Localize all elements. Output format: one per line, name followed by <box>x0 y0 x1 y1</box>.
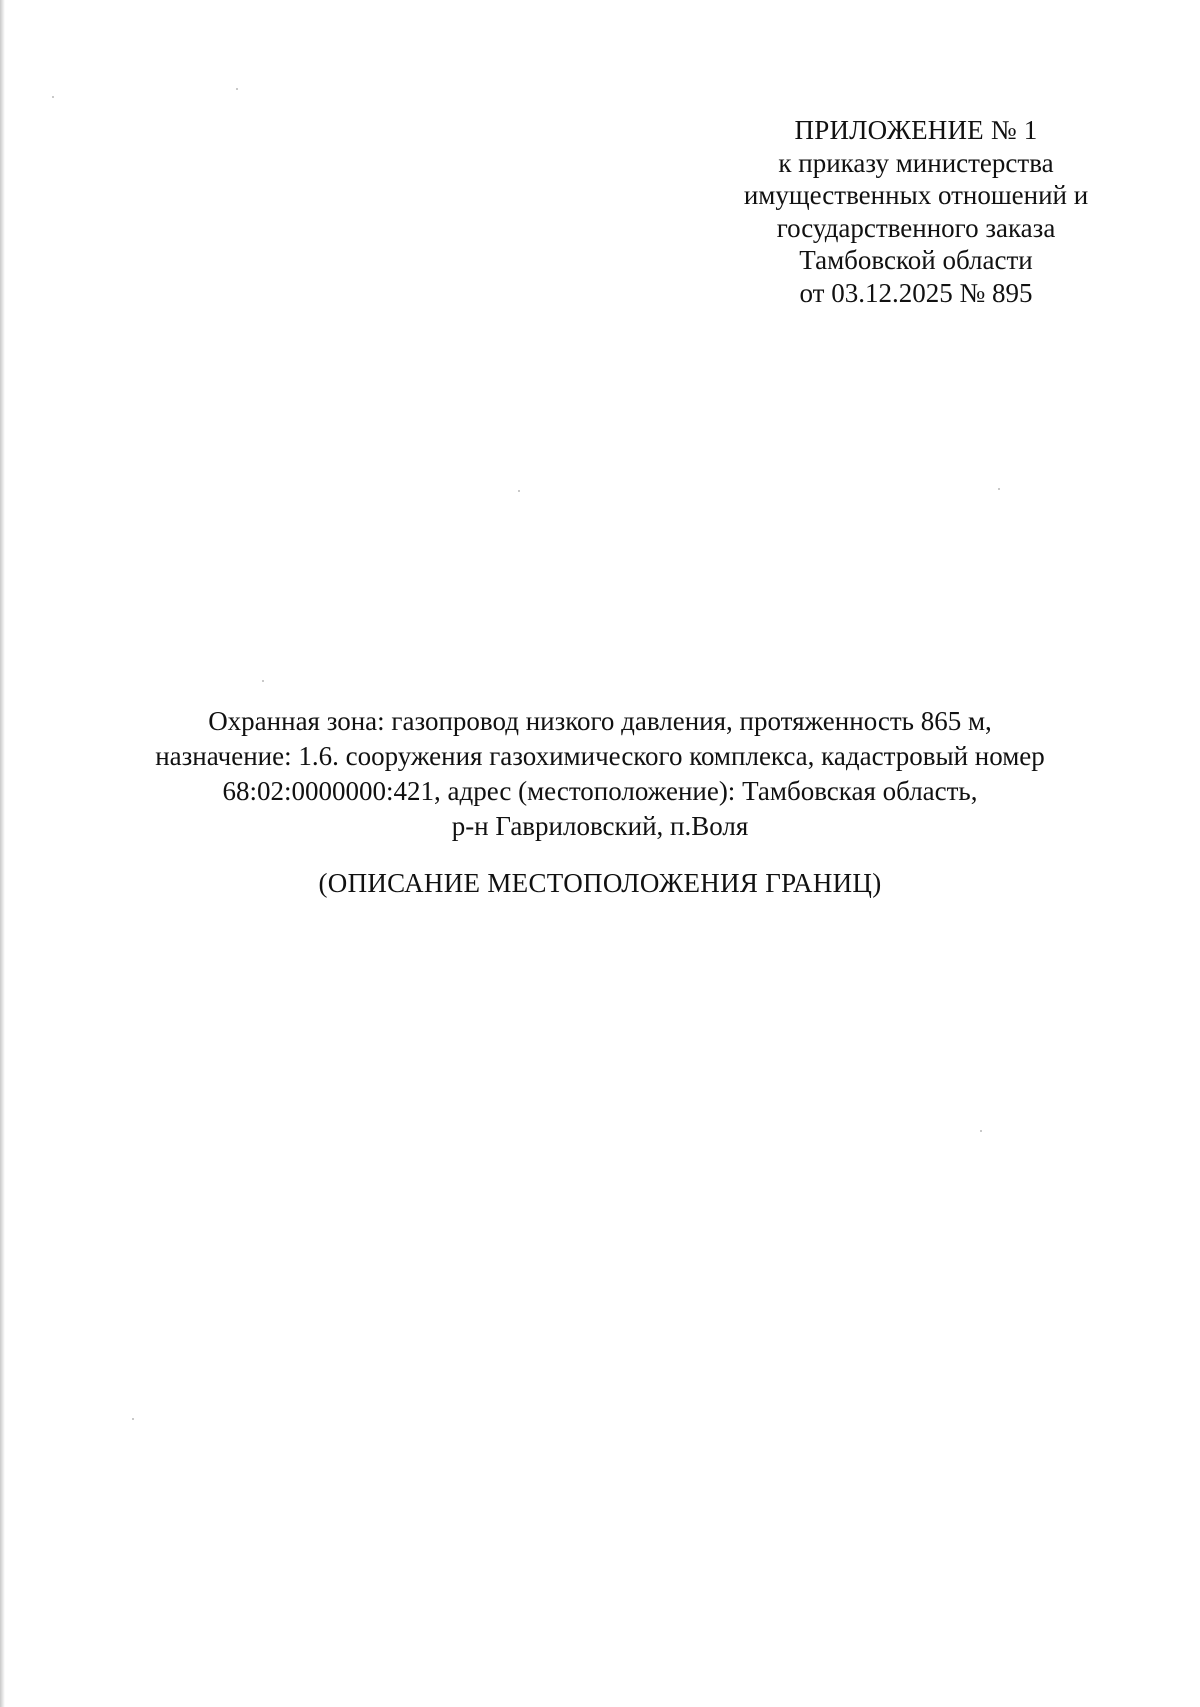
scan-speck <box>980 1130 982 1132</box>
section-title: (ОПИСАНИЕ МЕСТОПОЛОЖЕНИЯ ГРАНИЦ) <box>318 868 882 898</box>
subject-line: р-н Гавриловский, п.Воля <box>451 811 749 841</box>
subject-line: назначение: 1.6. сооружения газохимического комплекса, кадастровый номер <box>155 741 1045 771</box>
appendix-line: государственного заказа <box>776 212 1056 243</box>
protection-zone-description <box>150 704 1050 844</box>
scan-speck <box>998 488 1000 490</box>
appendix-line: Тамбовской области <box>799 245 1033 275</box>
scan-speck <box>518 490 520 492</box>
scan-speck <box>52 96 54 98</box>
scan-speck <box>262 680 264 682</box>
subject-line: 68:02:0000000:421, адрес (местоположение): Тамбовская область, <box>222 776 978 806</box>
scan-edge-shadow <box>0 0 5 1707</box>
appendix-header <box>706 114 1126 309</box>
scan-speck <box>236 88 238 90</box>
scan-speck <box>132 1418 134 1420</box>
appendix-date-line: от 03.12.2025 № 895 <box>799 277 1033 308</box>
appendix-line: имущественных отношений и <box>743 180 1089 210</box>
subject-line: Охранная зона: газопровод низкого давления, протяженность 865 м, <box>208 706 992 736</box>
appendix-title: ПРИЛОЖЕНИЕ № 1 <box>794 115 1038 145</box>
appendix-line: к приказу министерства <box>778 147 1054 178</box>
